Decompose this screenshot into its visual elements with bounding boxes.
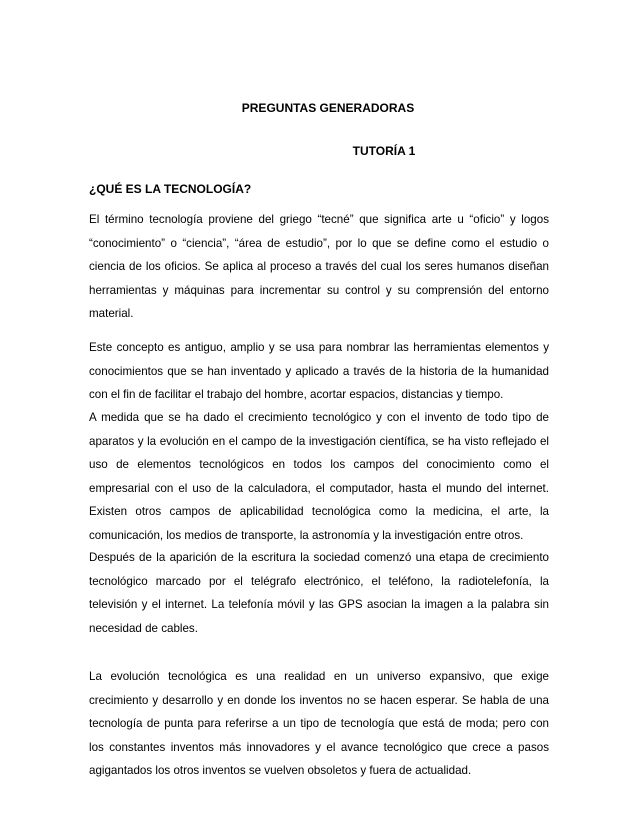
paragraph-1: El término tecnología proviene del griego “tecné” que significa arte u “oficio” y logos “conocimiento” o “ciencia”, “área de estudio”, por lo que se define como el estudio o ciencia de los oficios. Se aplica al proceso a través del cual los seres humanos diseñan herramientas y máquinas para incrementar su control y su comprensión del entorno material. (89, 213, 549, 321)
paragraph-2: Este concepto es antiguo, amplio y se usa para nombrar las herramientas elementos y conocimientos que se han inventado y aplicado a través de la historia de la humanidad con el fin de facilitar el trabajo del hombre, acortar espacios, distancias y tiempo. (89, 341, 549, 402)
document-title: PREGUNTAS GENERADORAS (241, 101, 415, 115)
document-subtitle: TUTORÍA 1 (352, 144, 416, 158)
paragraph-3: A medida que se ha dado el crecimiento tecnológico y con el invento de todo tipo de aparatos y la evolución en el campo de la investigación científica, se ha visto reflejado el uso de elementos tecnológicos en todos los campos del conocimiento como el empresarial con el uso de la calculadora, el computador, hasta el mundo del internet. Existen otros campos de aplicabilidad tecnológica como la medicina, el arte, la comunicación, los medios de transporte, la astronomía y la investigación entre otros. (89, 411, 549, 542)
paragraph-4: Después de la aparición de la escritura la sociedad comenzó una etapa de crecimiento tecnológico marcado por el telégrafo electrónico, el teléfono, la radiotelefonía, la televisión y el internet. La telefonía móvil y las GPS asocian la imagen a la palabra sin necesidad de cables. (89, 551, 549, 635)
paragraph-5: La evolución tecnológica es una realidad en un universo expansivo, que exige crecimiento y desarrollo y en donde los inventos no se hacen esperar. Se habla de una tecnología de punta para referirse a un tipo de tecnología que está de moda; pero con los constantes inventos más innovadores y el avance tecnológico que crece a pasos agigantados los otros inventos se vuelven obsoletos y fuera de actualidad. (89, 670, 549, 778)
section-heading: ¿QUÉ ES LA TECNOLOGÍA? (89, 182, 252, 196)
